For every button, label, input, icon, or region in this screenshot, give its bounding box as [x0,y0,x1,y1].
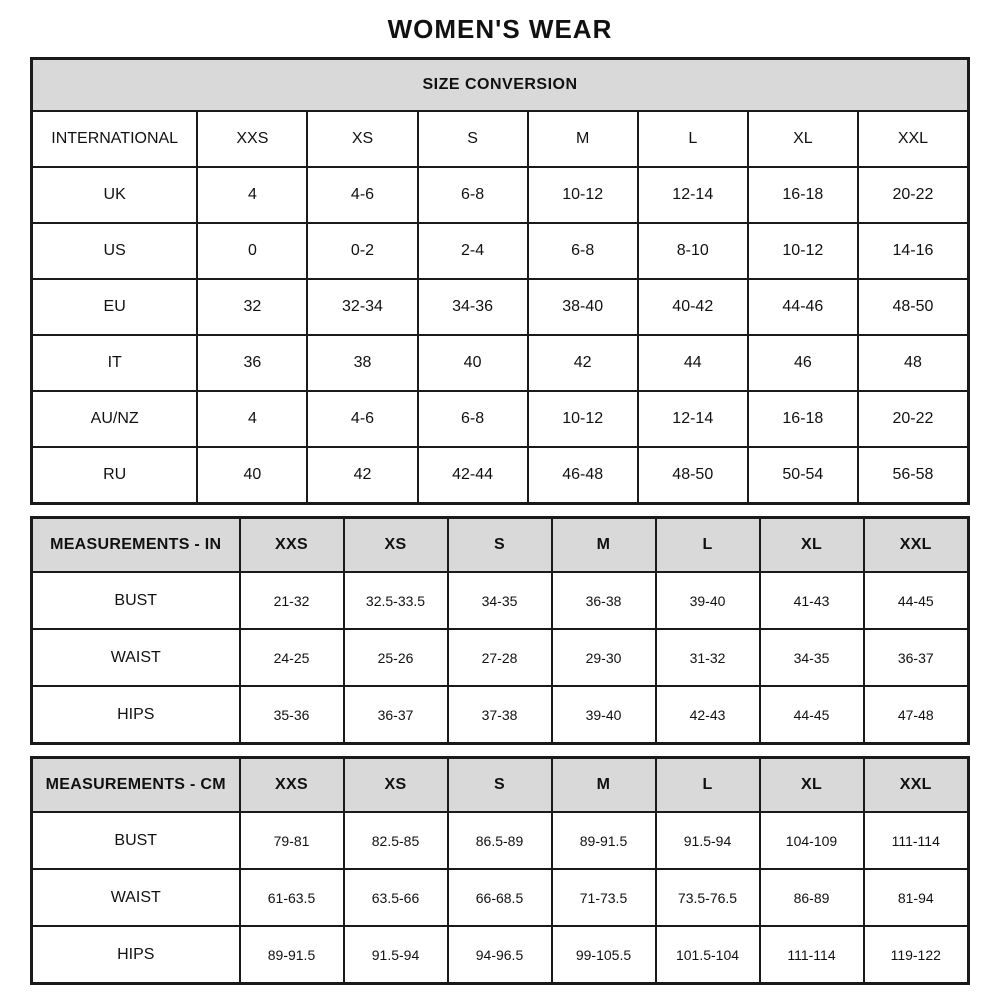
in-size-header-xs: XS [344,518,448,573]
in-size-header-xxs: XXS [240,518,344,573]
cell-eu-m: 38-40 [528,279,638,335]
cell-ru-xs: 42 [307,447,417,504]
cell-us-l: 8-10 [638,223,748,279]
row-label-uk: UK [32,167,198,223]
column-header-xxs: XXS [197,111,307,167]
cell-uk-l: 12-14 [638,167,748,223]
measurements-cm-table [30,756,970,985]
cm-cell-hips-xl: 111-114 [760,926,864,984]
cell-it-l: 44 [638,335,748,391]
cell-aunz-l: 12-14 [638,391,748,447]
cm-size-header-xs: XS [344,758,448,813]
cell-ru-xl: 50-54 [748,447,858,504]
size-conversion-header: SIZE CONVERSION [32,59,969,112]
column-header-xl: XL [748,111,858,167]
in-row-label-bust: BUST [32,572,240,629]
in-cell-bust-s: 34-35 [448,572,552,629]
cm-row-label-bust: BUST [32,812,240,869]
in-size-header-s: S [448,518,552,573]
measurements-in-title: MEASUREMENTS - IN [32,518,240,573]
cell-uk-xxs: 4 [197,167,307,223]
in-cell-bust-xxl: 44-45 [864,572,969,629]
measurements-in-table [30,516,970,745]
size-conversion-table [30,57,970,505]
in-cell-waist-xxl: 36-37 [864,629,969,686]
in-cell-hips-m: 39-40 [552,686,656,744]
row-label-it: IT [32,335,198,391]
measurements-cm-title: MEASUREMENTS - CM [32,758,240,813]
in-cell-hips-s: 37-38 [448,686,552,744]
column-header-xs: XS [307,111,417,167]
cm-size-header-xxl: XXL [864,758,969,813]
cell-eu-l: 40-42 [638,279,748,335]
cm-cell-bust-xxs: 79-81 [240,812,344,869]
cm-cell-waist-m: 71-73.5 [552,869,656,926]
cell-aunz-xxs: 4 [197,391,307,447]
cell-it-m: 42 [528,335,638,391]
cm-cell-hips-xxl: 119-122 [864,926,969,984]
cell-us-xl: 10-12 [748,223,858,279]
cell-aunz-xl: 16-18 [748,391,858,447]
cm-cell-waist-xl: 86-89 [760,869,864,926]
cell-it-s: 40 [418,335,528,391]
in-cell-bust-xs: 32.5-33.5 [344,572,448,629]
size-row-uk [32,167,969,223]
measurements-in-header-row [32,518,969,573]
cm-row-bust [32,812,969,869]
cm-size-header-xl: XL [760,758,864,813]
cell-it-xxl: 48 [858,335,969,391]
in-cell-waist-xl: 34-35 [760,629,864,686]
cm-cell-waist-xs: 63.5-66 [344,869,448,926]
cell-aunz-xs: 4-6 [307,391,417,447]
cell-uk-xs: 4-6 [307,167,417,223]
cell-ru-s: 42-44 [418,447,528,504]
cell-uk-xl: 16-18 [748,167,858,223]
row-label-aunz: AU/NZ [32,391,198,447]
cm-cell-bust-xs: 82.5-85 [344,812,448,869]
cm-cell-bust-xl: 104-109 [760,812,864,869]
in-cell-waist-m: 29-30 [552,629,656,686]
cm-cell-bust-xxl: 111-114 [864,812,969,869]
column-header-s: S [418,111,528,167]
cm-row-label-waist: WAIST [32,869,240,926]
cm-row-label-hips: HIPS [32,926,240,984]
cell-aunz-s: 6-8 [418,391,528,447]
cm-cell-hips-l: 101.5-104 [656,926,760,984]
in-row-label-waist: WAIST [32,629,240,686]
cm-cell-hips-xs: 91.5-94 [344,926,448,984]
cm-cell-bust-l: 91.5-94 [656,812,760,869]
cm-row-waist [32,869,969,926]
cell-aunz-xxl: 20-22 [858,391,969,447]
size-conversion-column-header-row [32,111,969,167]
cm-cell-bust-m: 89-91.5 [552,812,656,869]
in-row-waist [32,629,969,686]
size-row-ru [32,447,969,504]
in-row-label-hips: HIPS [32,686,240,744]
size-row-eu [32,279,969,335]
cell-eu-xl: 44-46 [748,279,858,335]
in-size-header-xl: XL [760,518,864,573]
row-label-eu: EU [32,279,198,335]
cell-eu-xs: 32-34 [307,279,417,335]
cell-eu-xxs: 32 [197,279,307,335]
cell-ru-xxs: 40 [197,447,307,504]
in-cell-hips-xxs: 35-36 [240,686,344,744]
in-cell-hips-xl: 44-45 [760,686,864,744]
in-size-header-m: M [552,518,656,573]
in-row-bust [32,572,969,629]
in-size-header-l: L [656,518,760,573]
in-size-header-xxl: XXL [864,518,969,573]
in-cell-bust-m: 36-38 [552,572,656,629]
size-row-aunz [32,391,969,447]
in-cell-hips-xs: 36-37 [344,686,448,744]
cell-ru-m: 46-48 [528,447,638,504]
measurements-cm-header-row [32,758,969,813]
row-label-ru: RU [32,447,198,504]
cm-cell-bust-s: 86.5-89 [448,812,552,869]
cm-cell-hips-s: 94-96.5 [448,926,552,984]
cell-eu-xxl: 48-50 [858,279,969,335]
in-cell-waist-xxs: 24-25 [240,629,344,686]
size-conversion-banner-row [32,59,969,112]
column-header-xxl: XXL [858,111,969,167]
cell-us-s: 2-4 [418,223,528,279]
in-cell-waist-xs: 25-26 [344,629,448,686]
cell-ru-l: 48-50 [638,447,748,504]
cell-aunz-m: 10-12 [528,391,638,447]
in-cell-hips-xxl: 47-48 [864,686,969,744]
in-cell-bust-xxs: 21-32 [240,572,344,629]
page-title: WOMEN'S WEAR [387,14,613,44]
cell-us-xs: 0-2 [307,223,417,279]
row-label-us: US [32,223,198,279]
size-row-us [32,223,969,279]
in-cell-bust-l: 39-40 [656,572,760,629]
cm-cell-waist-s: 66-68.5 [448,869,552,926]
column-header-m: M [528,111,638,167]
column-header-l: L [638,111,748,167]
column-header-international: INTERNATIONAL [32,111,198,167]
cell-it-xxs: 36 [197,335,307,391]
cm-size-header-l: L [656,758,760,813]
cell-uk-s: 6-8 [418,167,528,223]
cell-us-m: 6-8 [528,223,638,279]
in-row-hips [32,686,969,744]
cm-size-header-xxs: XXS [240,758,344,813]
cm-size-header-s: S [448,758,552,813]
in-cell-waist-s: 27-28 [448,629,552,686]
cm-size-header-m: M [552,758,656,813]
cm-cell-hips-xxs: 89-91.5 [240,926,344,984]
in-cell-bust-xl: 41-43 [760,572,864,629]
cell-ru-xxl: 56-58 [858,447,969,504]
cm-cell-waist-l: 73.5-76.5 [656,869,760,926]
cell-uk-m: 10-12 [528,167,638,223]
size-row-it [32,335,969,391]
cell-it-xl: 46 [748,335,858,391]
cell-uk-xxl: 20-22 [858,167,969,223]
cm-row-hips [32,926,969,984]
cell-us-xxl: 14-16 [858,223,969,279]
in-cell-waist-l: 31-32 [656,629,760,686]
cm-cell-hips-m: 99-105.5 [552,926,656,984]
cm-cell-waist-xxs: 61-63.5 [240,869,344,926]
cell-us-xxs: 0 [197,223,307,279]
cm-cell-waist-xxl: 81-94 [864,869,969,926]
cell-eu-s: 34-36 [418,279,528,335]
in-cell-hips-l: 42-43 [656,686,760,744]
cell-it-xs: 38 [307,335,417,391]
